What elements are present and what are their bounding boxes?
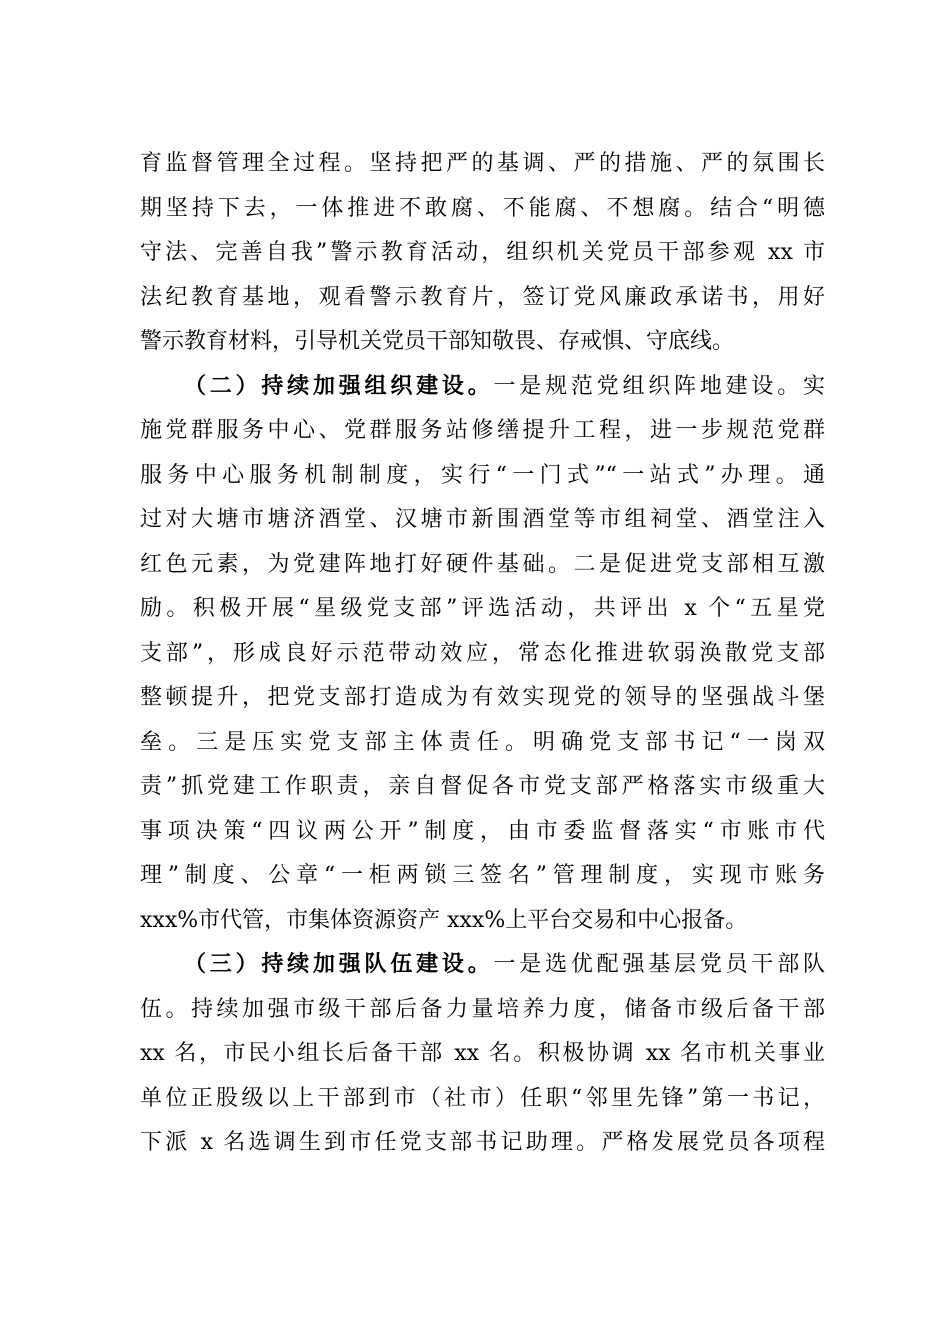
text-line: 责”抓党建工作职责，亲自督促各市党支部严格落实市级重大 bbox=[140, 774, 825, 799]
text-run: 一是规范党组织阵地建设。实 bbox=[493, 373, 825, 399]
section-heading: （二）持续加强组织建设。 bbox=[184, 373, 494, 399]
text-line: 下派 x 名选调生到市任党支部书记助理。严格发展党员各项程 bbox=[140, 1130, 825, 1155]
paragraph-organization-building bbox=[140, 365, 825, 944]
text-line: 施党群服务中心、党群服务站修缮提升工程，进一步规范党群 bbox=[140, 418, 825, 443]
paragraph-first-line bbox=[140, 365, 825, 410]
text-run: 一是选优配强基层党员干部队 bbox=[493, 952, 825, 977]
text-line: 支部”，形成良好示范带动效应，常态化推进软弱涣散党支部 bbox=[140, 640, 825, 666]
section-heading: （三）持续加强队伍建设。 bbox=[184, 952, 494, 977]
text-line: 期坚持下去，一体推进不敢腐、不能腐、不想腐。结合“明德 bbox=[140, 195, 825, 221]
paragraph-discipline-education bbox=[140, 142, 825, 365]
text-line: 励。积极开展“星级党支部”评选活动，共评出 x 个“五星党 bbox=[140, 596, 825, 621]
text-line: 事项决策“四议两公开”制度，由市委监督落实“市账市代 bbox=[140, 818, 825, 844]
text-line: 警示教育材料，引导机关党员干部知敬畏、存戒惧、守底线。 bbox=[140, 329, 735, 354]
document-body bbox=[140, 142, 825, 1166]
text-line: 法纪教育基地，观看警示教育片，签订党风廉政承诺书，用好 bbox=[140, 284, 825, 310]
text-line: xx 名，市民小组长后备干部 xx 名。积极协调 xx 名市机关事业 bbox=[140, 1041, 825, 1066]
text-line: 单位正股级以上干部到市（社市）任职“邻里先锋”第一书记， bbox=[140, 1085, 825, 1111]
text-line: 育监督管理全过程。坚持把严的基调、严的措施、严的氛围长 bbox=[140, 151, 825, 176]
text-line: 伍。持续加强市级干部后备力量培养力度，储备市级后备干部 bbox=[140, 996, 825, 1022]
text-line: 过对大塘市塘济酒堂、汉塘市新围酒堂等市组祠堂、酒堂注入 bbox=[140, 507, 825, 532]
text-line: 服务中心服务机制制度，实行“一门式”“一站式”办理。通 bbox=[140, 462, 825, 488]
paragraph-team-building bbox=[140, 943, 825, 1166]
text-line: 整顿提升，把党支部打造成为有效实现党的领导的坚强战斗堡 bbox=[140, 685, 825, 710]
text-line: 垒。三是压实党支部主体责任。明确党支部书记“一岗双 bbox=[140, 729, 825, 755]
text-line: 理”制度、公章“一柜两锁三签名”管理制度，实现市账务 bbox=[140, 863, 825, 888]
text-line: 守法、完善自我”警示教育活动，组织机关党员干部参观 xx 市 bbox=[140, 240, 825, 265]
text-line: 红色元素，为党建阵地打好硬件基础。二是促进党支部相互激 bbox=[140, 551, 825, 577]
paragraph-first-line bbox=[140, 943, 825, 988]
text-line: xxx%市代管，市集体资源资产 xxx%上平台交易和中心报备。 bbox=[140, 907, 748, 933]
